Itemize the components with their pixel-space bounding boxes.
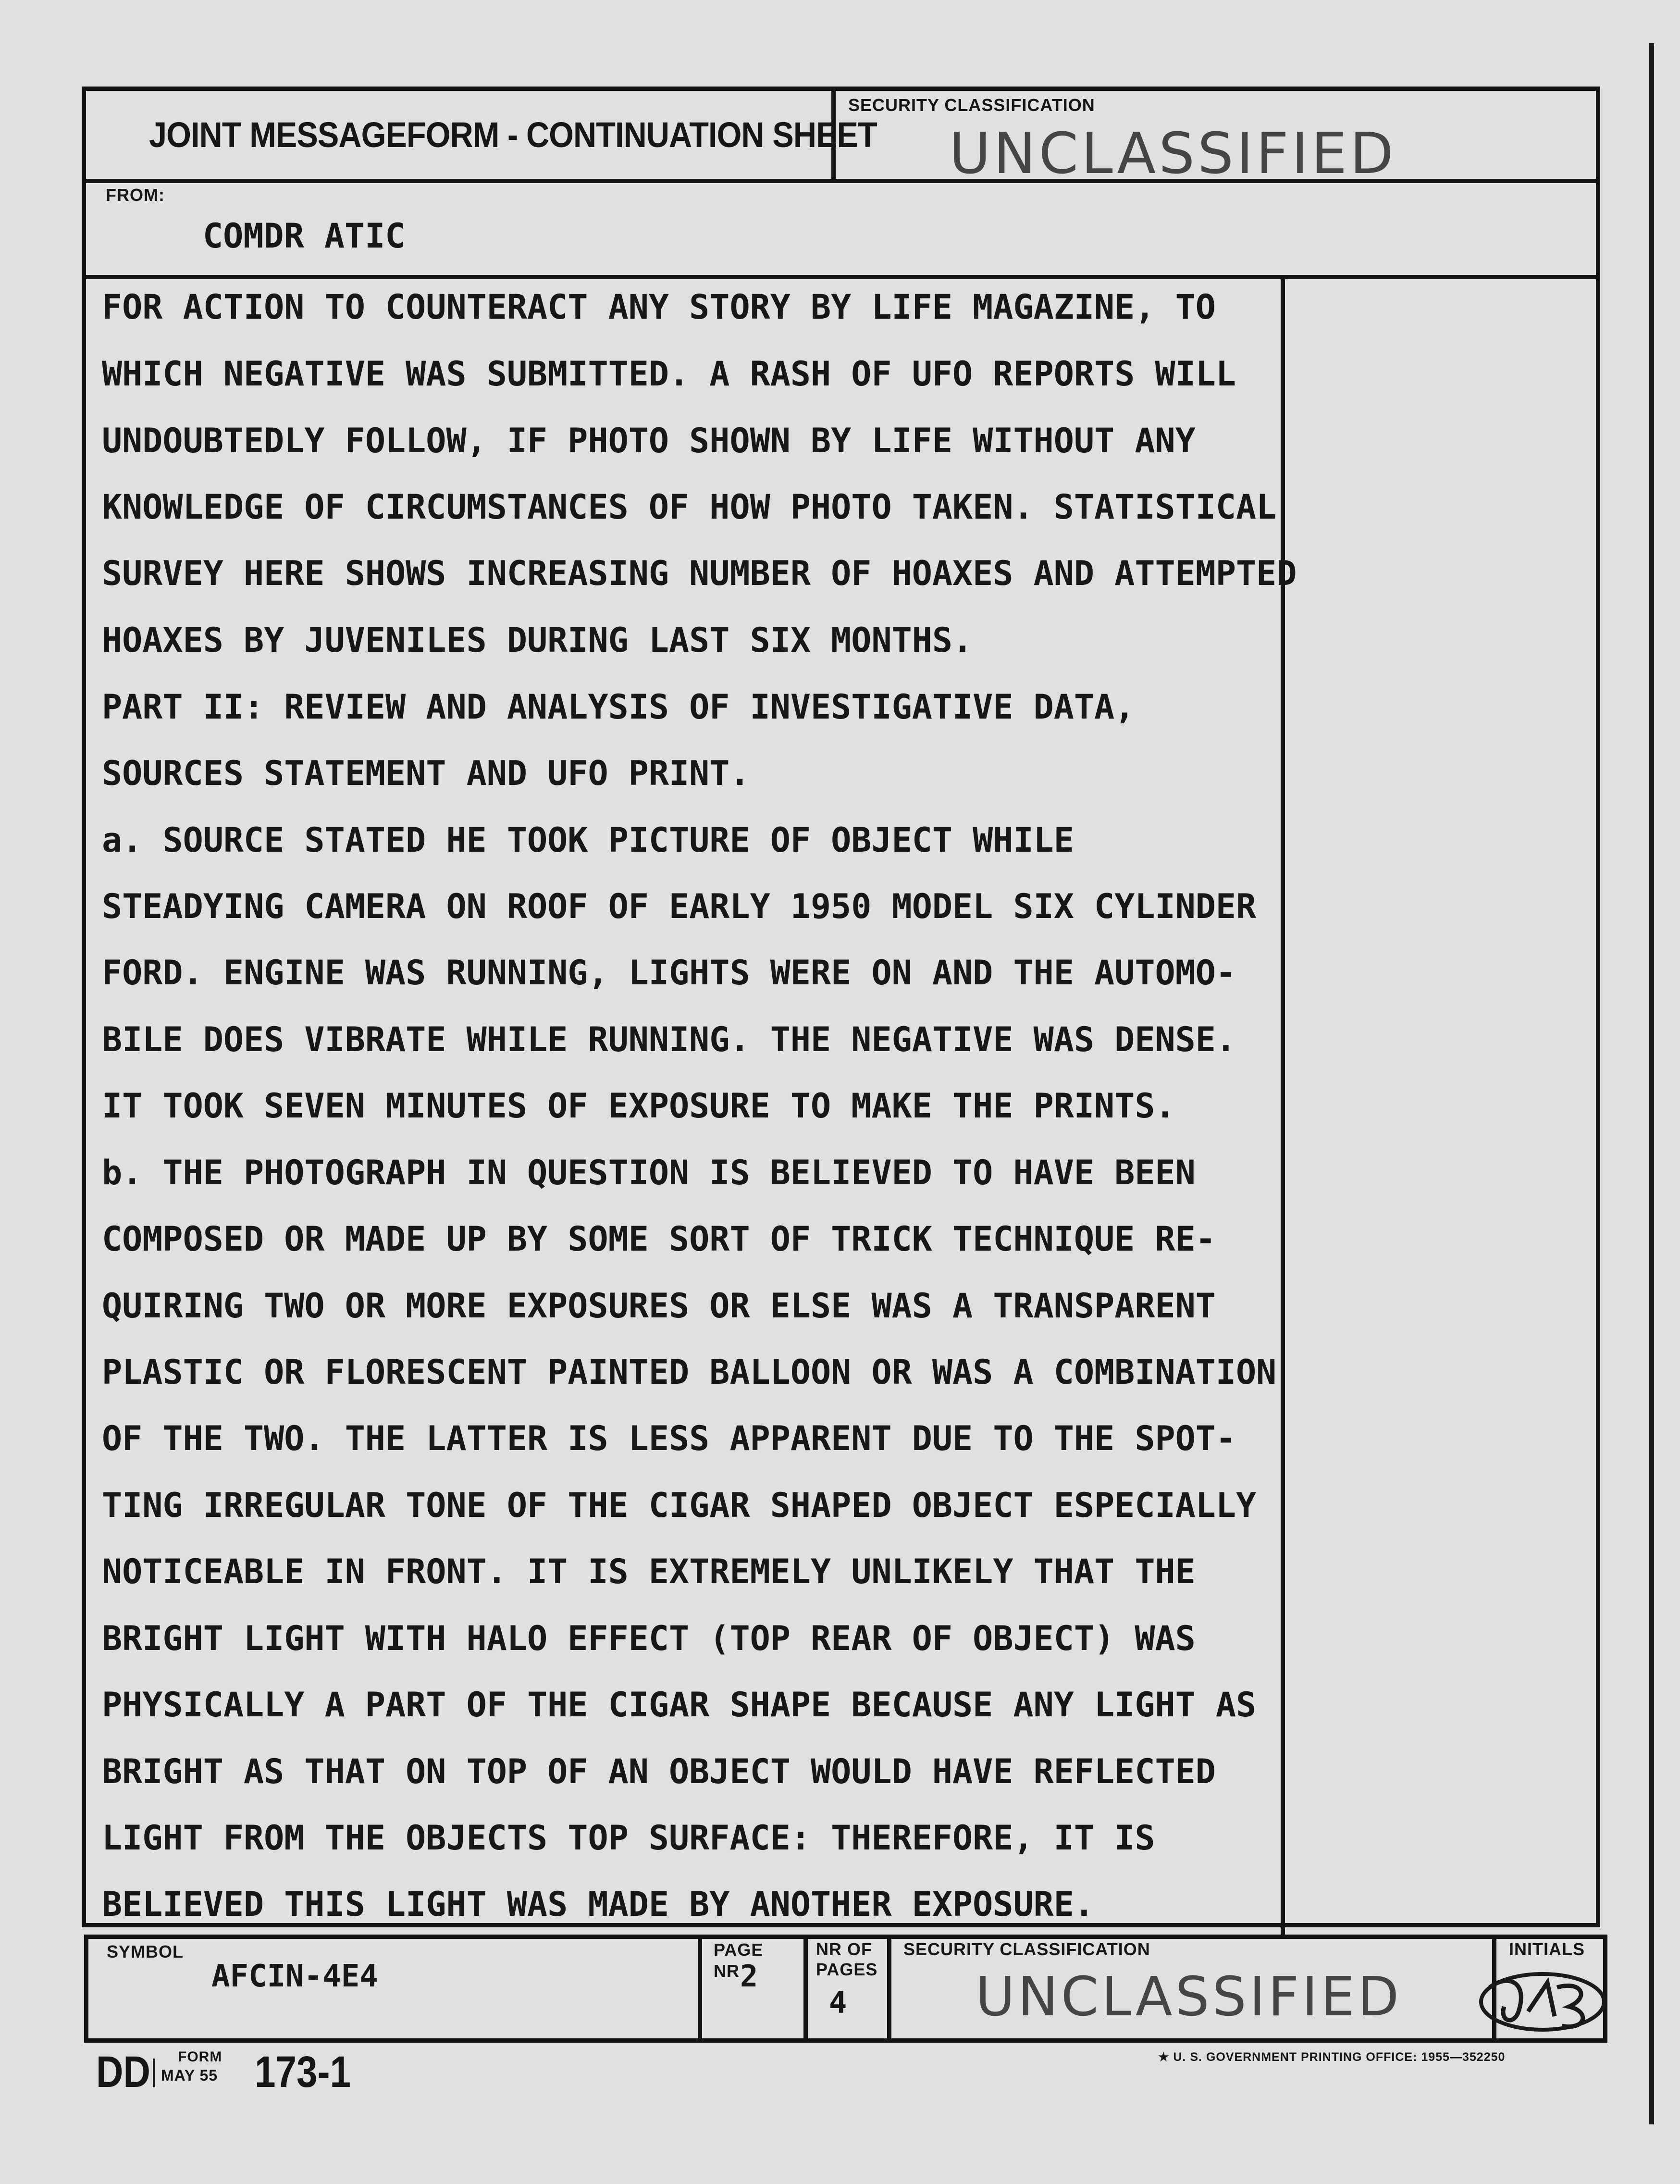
body-line: b. THE PHOTOGRAPH IN QUESTION IS BELIEVED TO HAVE BEEN [102, 1153, 1196, 1192]
form-id-date: MAY 55 [161, 2067, 218, 2084]
symbol-value: AFCIN-4E4 [211, 1959, 378, 1994]
form-id-dd: DD [96, 2048, 150, 2097]
body-line: IT TOOK SEVEN MINUTES OF EXPOSURE TO MAKE THE PRINTS. [102, 1086, 1175, 1126]
from-bottom-line [82, 275, 1600, 279]
star-icon: ★ [1158, 2050, 1170, 2064]
footer-security-label: SECURITY CLASSIFICATION [903, 1939, 1150, 1959]
from-label: FROM: [106, 185, 165, 205]
body-line: TING IRREGULAR TONE OF THE CIGAR SHAPED OBJECT ESPECIALLY [102, 1486, 1257, 1525]
from-value: COMDR ATIC [203, 216, 406, 256]
footer-divider-1 [698, 1935, 702, 2043]
form-title: JOINT MESSAGEFORM - CONTINUATION SHEET [149, 115, 877, 155]
body-line: OF THE TWO. THE LATTER IS LESS APPARENT DUE TO THE SPOT- [102, 1419, 1236, 1458]
body-line: FOR ACTION TO COUNTERACT ANY STORY BY LIFE MAGAZINE, TO [102, 287, 1216, 327]
body-line: BRIGHT AS THAT ON TOP OF AN OBJECT WOULD HAVE REFLECTED [102, 1752, 1216, 1791]
footer-divider-2 [803, 1935, 808, 2043]
body-line: FORD. ENGINE WAS RUNNING, LIGHTS WERE ON AND THE AUTOMO- [102, 953, 1236, 993]
form-id-bar [153, 2059, 155, 2087]
form-id-form: FORM [178, 2049, 222, 2065]
form-id [96, 2040, 432, 2098]
body-line: COMPOSED OR MADE UP BY SOME SORT OF TRICK TECHNIQUE RE- [102, 1219, 1216, 1259]
body-line: WHICH NEGATIVE WAS SUBMITTED. A RASH OF UFO REPORTS WILL [102, 354, 1236, 394]
security-stamp-top: UNCLASSIFIED [949, 120, 1396, 186]
page-nr-label: PAGE NR [714, 1940, 764, 1981]
body-line: LIGHT FROM THE OBJECTS TOP SURFACE: THEREFORE, IT IS [102, 1818, 1155, 1858]
body-line: UNDOUBTEDLY FOLLOW, IF PHOTO SHOWN BY LIFE WITHOUT ANY [102, 421, 1196, 460]
body-line: SOURCES STATEMENT AND UFO PRINT. [102, 754, 750, 793]
body-line: PLASTIC OR FLORESCENT PAINTED BALLOON OR WAS A COMBINATION [102, 1353, 1277, 1392]
body-line: HOAXES BY JUVENILES DURING LAST SIX MONTHS. [102, 620, 973, 660]
body-line: BELIEVED THIS LIGHT WAS MADE BY ANOTHER EXPOSURE. [102, 1885, 1095, 1924]
footer-divider-3 [887, 1935, 891, 2043]
printing-office-text: U. S. GOVERNMENT PRINTING OFFICE: 1955—352250 [1173, 2050, 1506, 2064]
initials-scribble-icon [1470, 1954, 1615, 2050]
initials-signature [1470, 1954, 1615, 2050]
body-line: BRIGHT LIGHT WITH HALO EFFECT (TOP REAR OF OBJECT) WAS [102, 1619, 1196, 1658]
body-line: BILE DOES VIBRATE WHILE RUNNING. THE NEGATIVE WAS DENSE. [102, 1020, 1236, 1059]
body-line: KNOWLEDGE OF CIRCUMSTANCES OF HOW PHOTO TAKEN. STATISTICAL [102, 487, 1277, 527]
body-line: PHYSICALLY A PART OF THE CIGAR SHAPE BECAUSE ANY LIGHT AS [102, 1685, 1257, 1725]
body-line: PART II: REVIEW AND ANALYSIS OF INVESTIGATIVE DATA, [102, 687, 1135, 727]
security-classification-label: SECURITY CLASSIFICATION [848, 95, 1095, 115]
initials-label: INITIALS [1509, 1939, 1585, 1959]
nr-pages-label: NR OF PAGES [816, 1939, 878, 1979]
page-edge [1649, 43, 1654, 2124]
security-stamp-bottom: UNCLASSIFIED [976, 1966, 1402, 2028]
page-nr-value: 2 [740, 1959, 758, 1994]
form-id-number: 173-1 [255, 2048, 351, 2097]
symbol-label: SYMBOL [107, 1942, 184, 1961]
body-line: NOTICEABLE IN FRONT. IT IS EXTREMELY UNLIKELY THAT THE [102, 1552, 1196, 1591]
printing-office-note [1158, 2050, 1505, 2064]
body-line: SURVEY HERE SHOWS INCREASING NUMBER OF HOAXES AND ATTEMPTED [102, 554, 1297, 593]
nr-pages-value: 4 [829, 1985, 847, 2020]
body-line: a. SOURCE STATED HE TOOK PICTURE OF OBJECT WHILE [102, 820, 1074, 860]
body-line: STEADYING CAMERA ON ROOF OF EARLY 1950 MODEL SIX CYLINDER [102, 887, 1257, 926]
body-line: QUIRING TWO OR MORE EXPOSURES OR ELSE WAS A TRANSPARENT [102, 1286, 1216, 1326]
